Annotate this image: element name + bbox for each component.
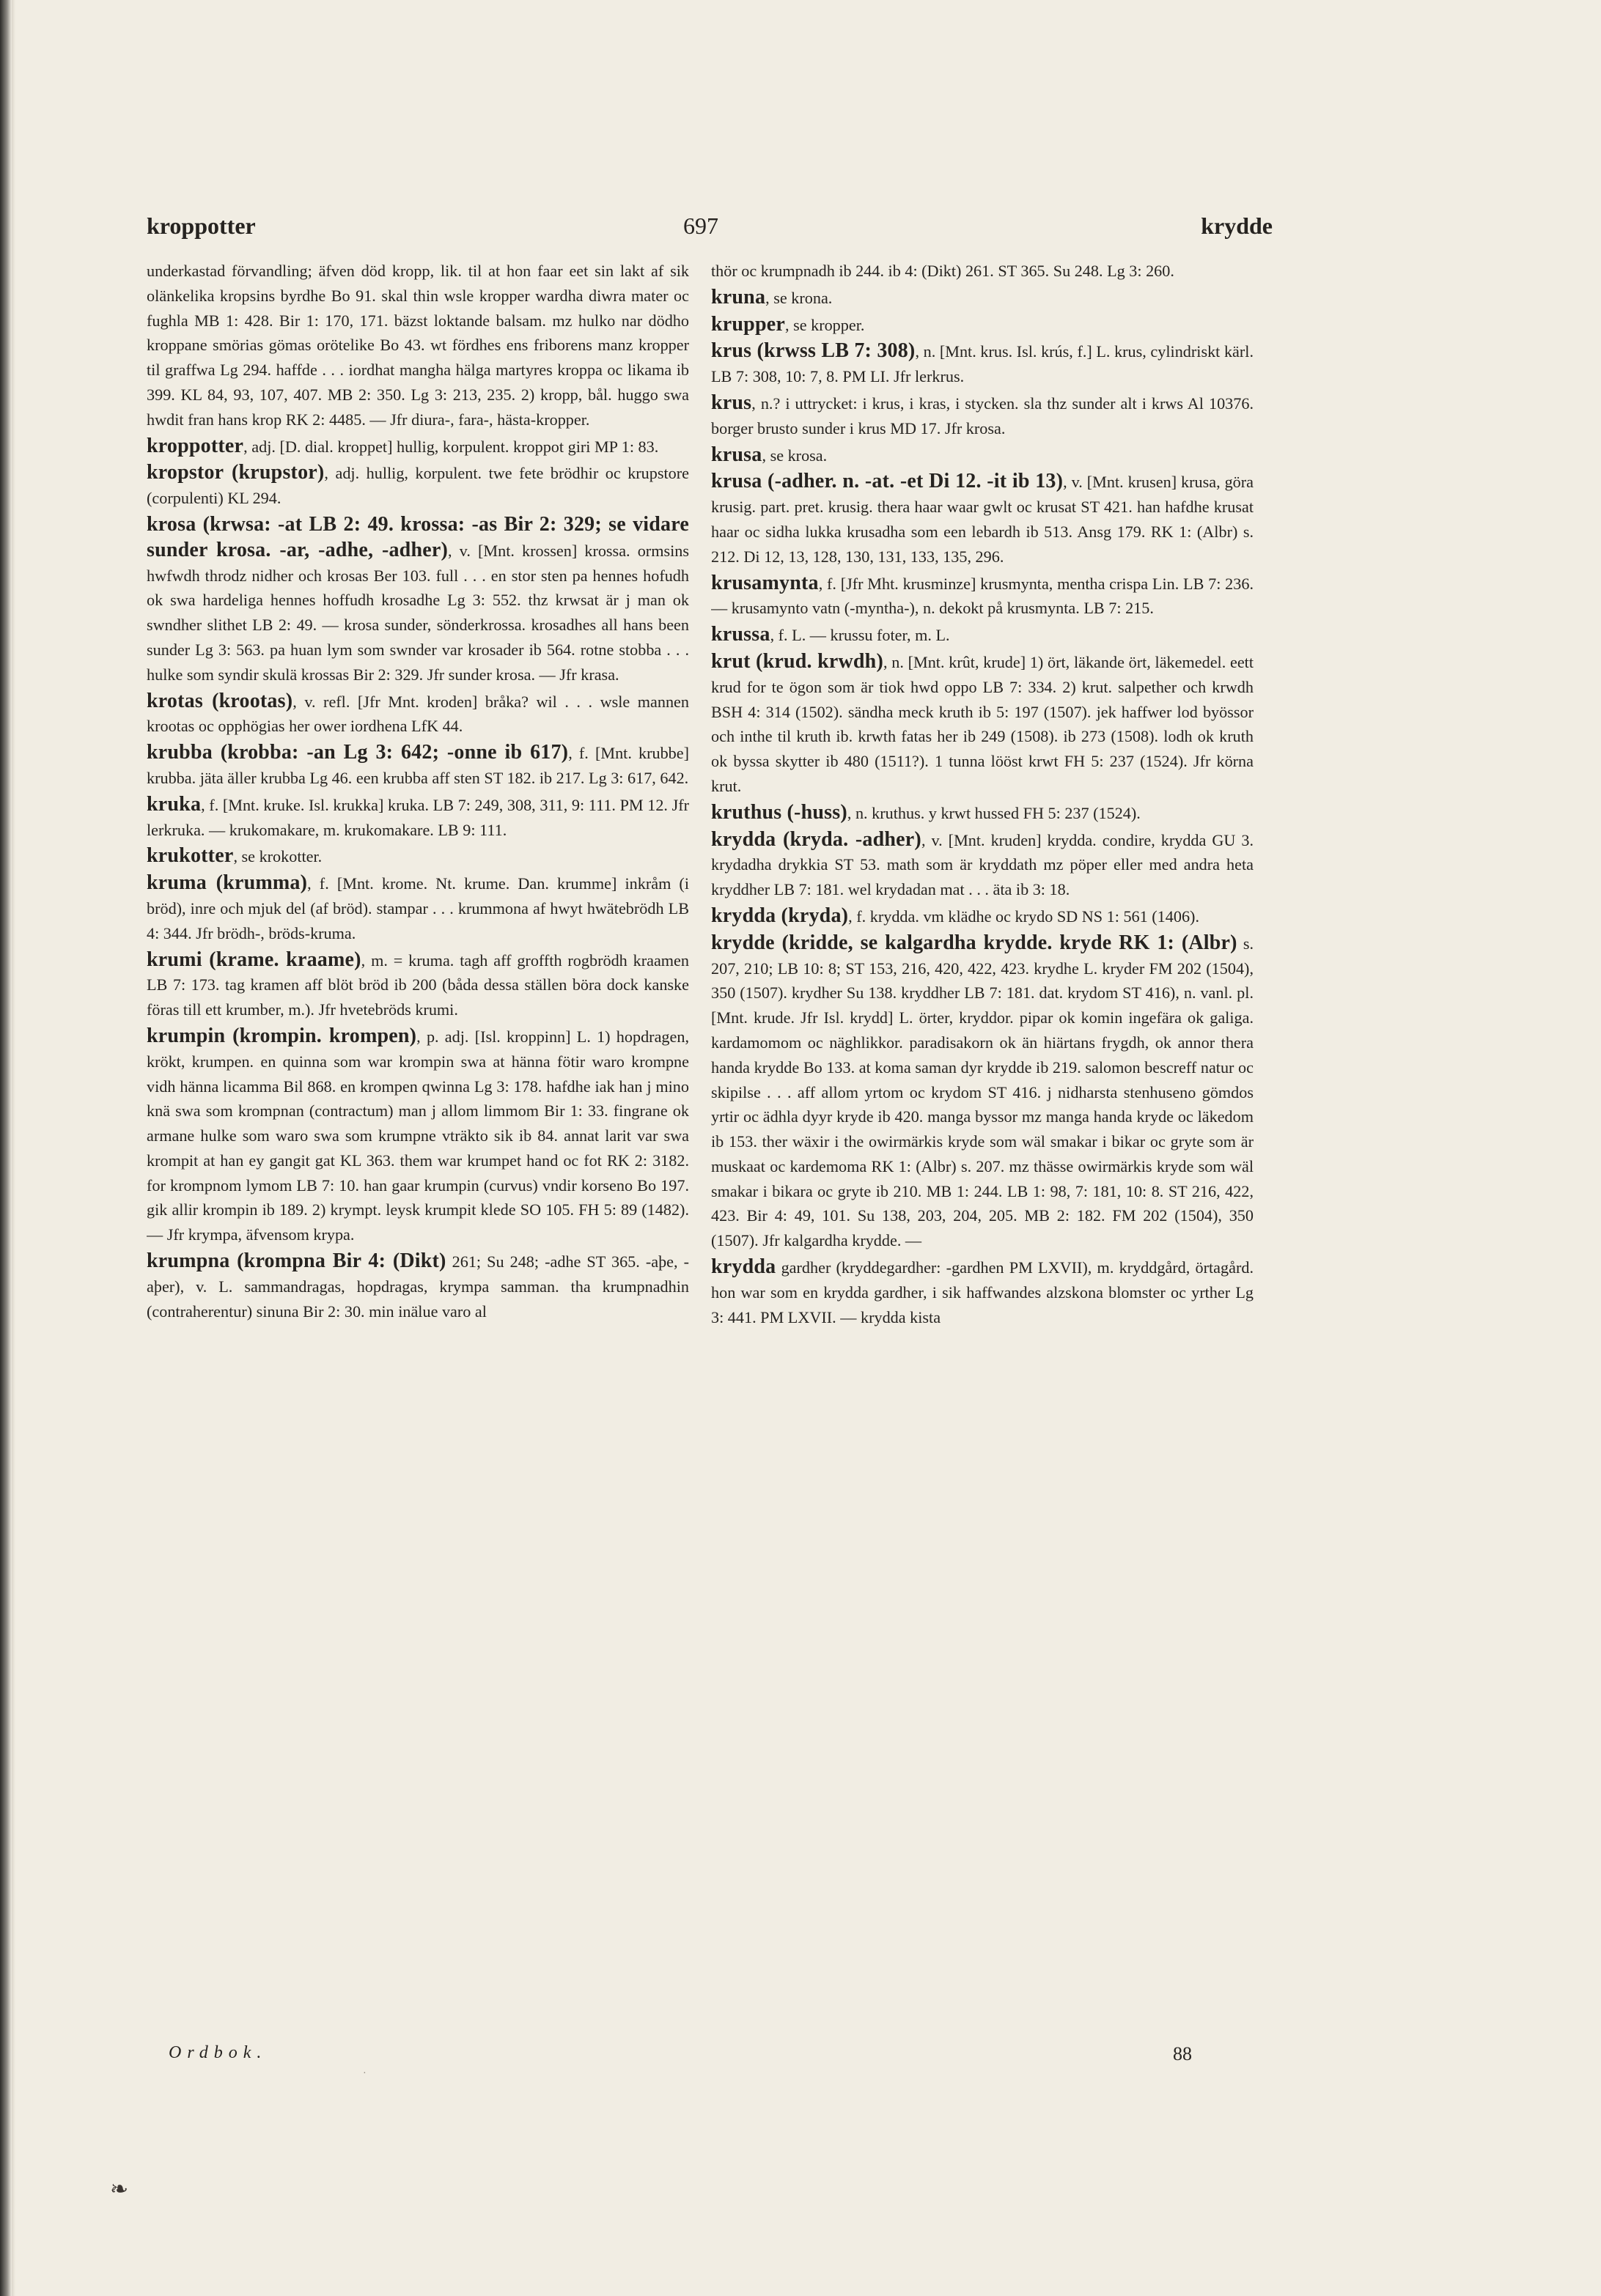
entry-text: krusa, se krosa.: [711, 443, 828, 466]
entry-text: krut (krud. krwdh), n. [Mnt. krût, krude] 1) ört, läkande ört, läkemedel. eett krud for te ögon som är tiok hwd oppo LB 7: 334. 2) krut. salpether och krwdh BSH 4: 314 (1502). sändha meck kruth ib 5: 197 (1507). jek haffwer lod byössor och inthe til kruth ib. krwth fatas her ib 249 (1508). ib 273 (1508). lodh ok kruth ok byssa skytter ib 480 (1511?). 1 tunna lööst krwt FH 5: 237 (1524). Jfr körna krut.: [711, 649, 1254, 795]
headword: krydda: [711, 1255, 776, 1279]
left-column: [147, 259, 689, 2040]
entry-text: krusa (-adher. n. -at. -et Di 12. -it ib 13), v. [Mnt. krusen] krusa, göra krusig. part. pret. krusig. thera haar waar gwlt oc krusat ST 421. han hafdhe krusat haar oc sidha lukka krusadha som een lebardh ib 513. Ansg 179. RK 1: (Albr) s. 212. Di 12, 13, 128, 130, 131, 133, 135, 296.: [711, 470, 1254, 566]
entry-text: krus (krwss LB 7: 308), n. [Mnt. krus. Isl. krús, f.] L. krus, cylindriskt kärl. LB 7: 308, 10: 7, 8. PM LI. Jfr lerkrus.: [711, 339, 1254, 386]
entry-text: krydda gardher (kryddegardher: -gardhen PM LXVII), m. kryddgård, örtagård. hon war som en krydda gardher, i sik haffwandes alzskona blomster oc yrther Lg 3: 441. PM LXVII. — krydda kista: [711, 1255, 1254, 1326]
headword: krusa (-adher. n. -at. -et Di 12. -it ib 13): [711, 470, 1064, 493]
entry-text: thör oc krumpnadh ib 244. ib 4: (Dikt) 261. ST 365. Su 248. Lg 3: 260.: [711, 262, 1174, 280]
headword: krusamynta: [711, 571, 819, 594]
entry-text: underkastad förvandling; äfven död kropp, lik. til at hon faar eet sin lakt af sik olänkelika kropsins byrdhe Bo 91. skal thin wsle kropper wardha diwra mater oc fughla MB 1: 428. Bir 1: 170, 171. bäzst loktande balsam. mz hulko nar dödho kroppane smörias gömas orötelike Bo 43. wt fördhes ens friborens manz kropper til graffwa Lg 294. haffde . . . iordhat mangha hälga martyres kroppa oc likama ib 399. KL 84, 93, 107, 407. MB 2: 350. Lg 3: 213, 235. 2) kropp, bål. huggo swa hwdit fran hans krop RK 2: 4485. — Jfr diura-, fara-, hästa-kropper.: [147, 262, 689, 429]
running-head-right: krydde: [1201, 213, 1273, 239]
ink-speck: ·: [363, 2068, 367, 2079]
headword: krut (krud. krwdh): [711, 649, 883, 673]
headword: kroppotter: [147, 434, 244, 457]
entry-text: krumi (krame. kraame), m. = kruma. tagh aff groffth rogbrödh kraamen LB 7: 173. tag kramen aff blöt bröd ib 200 (båda dessa ställen böra dock kanske föras till ett krumber, m.). Jfr hvetebröds krumi.: [147, 948, 689, 1019]
headword: krydda (kryda): [711, 904, 849, 927]
headword: krus (krwss LB 7: 308): [711, 339, 916, 363]
headword: krubba (krobba: -an Lg 3: 642; -onne ib 617): [147, 741, 569, 764]
signature-mark: Ordbok.: [169, 2043, 268, 2062]
entry-text: krubba (krobba: -an Lg 3: 642; -onne ib 617), f. [Mnt. krubbe] krubba. jäta äller krubba Lg 46. een krubba aff sten ST 182. ib 217. Lg 3: 617, 642.: [147, 741, 689, 787]
entry-text: krumpna (krompna Bir 4: (Dikt) 261; Su 248; -adhe ST 365. -aþe, -aþer), v. L. sammandragas, hopdragas, krympa samman. tha krumpnadhin (contraherentur) sinuna Bir 2: 30. min inälue varo al: [147, 1249, 689, 1321]
entry-text: kruma (krumma), f. [Mnt. krome. Nt. krume. Dan. krumme] inkråm (i bröd), inre och mjuk del (af bröd). stampar . . . krummona af hwyt hwätebrödh LB 4: 344. Jfr brödh-, bröds-kruma.: [147, 871, 689, 942]
headword: krumpin (krompin. krompen): [147, 1024, 417, 1047]
entry-text: kropstor (krupstor), adj. hullig, korpulent. twe fete brödhir oc krupstore (corpulenti) KL 294.: [147, 461, 689, 508]
entry-text: krupper, se kropper.: [711, 312, 865, 336]
headword: krumi (krame. kraame): [147, 948, 361, 971]
headword: kruna: [711, 285, 766, 309]
sheet-number: 88: [1173, 2043, 1192, 2064]
entry-text: krukotter, se krokotter.: [147, 844, 323, 868]
entry-text: kruka, f. [Mnt. kruke. Isl. krukka] kruka. LB 7: 249, 308, 311, 9: 111. PM 12. Jfr lerkruka. — krukomakare, m. krukomakare. LB 9: 111.: [147, 792, 689, 839]
entry-text: kroppotter, adj. [D. dial. kroppet] hullig, korpulent. kroppot giri MP 1: 83.: [147, 434, 659, 457]
headword: krydde (kridde, se kalgardha krydde. kryde RK 1: (Albr): [711, 931, 1237, 954]
entry-text: krydde (kridde, se kalgardha krydde. kryde RK 1: (Albr) s. 207, 210; LB 10: 8; ST 153, 216, 420, 422, 423. krydhe L. kryder FM 202 (1504), 350 (1507). krydher Su 138. kryddher LB 7: 181. dat. krydom ST 416), n. vanl. pl. [Mnt. krude. Jfr Isl. krydd] L. örter, kryddor. pipar ok komin ingefära ok galiga. kardamomom oc näghlikkor. paradisakorn ok än hiärtans frygdh, ok annor thera handa krydde Bo 133. at koma saman dyr krydde ib 219. salomon bescreff natur oc skipilse . . . aff allom yrtom oc krydom ST 416. j nidharsta stenhuseno gömdos yrtir oc ädhla dyyr kryde ib 420. manga byssor mz manga handa kryde oc läkedom ib 153. ther wäxir i the owirmärkis kryde som wäl smakar i bikar oc gryte som är muskaat oc kardemoma RK 1: (Albr) s. 207. mz thässe owirmärkis kryde som wäl smakar i bikara oc gryte ib 210. MB 1: 244. LB 1: 98, 7: 181, 10: 8. ST 216, 422, 423. Bir 4: 49, 101. Su 138, 203, 204, 205. MB 2: 182. FM 202 (1504), 350 (1507). Jfr kalgardha krydde. —: [711, 931, 1254, 1250]
entry-text: krus, n.? i uttrycket: i krus, i kras, i stycken. sla thz sunder alt i krws Al 10376. borger brusto sunder i krus MD 17. Jfr krosa.: [711, 391, 1254, 438]
entry-text: krydda (kryda), f. krydda. vm klädhe oc krydo SD NS 1: 561 (1406).: [711, 904, 1199, 927]
page-header: [147, 213, 1273, 249]
right-column: [711, 259, 1254, 2040]
entry-text: krussa, f. L. — krussu foter, m. L.: [711, 623, 950, 646]
running-head-left: kroppotter: [147, 213, 256, 239]
headword: krumpna (krompna Bir 4: (Dikt): [147, 1249, 446, 1273]
entry-text: krusamynta, f. [Jfr Mht. krusminze] krusmynta, mentha crispa Lin. LB 7: 236. — krusamynto vatn (-myntha-), n. dekokt på krusmynta. LB 7: 215.: [711, 571, 1254, 618]
headword: krosa (krwsa: -at LB 2: 49. krossa: -as Bir 2: 329; se vidare sunder krosa. -ar, -adhe, -adher): [147, 512, 689, 561]
headword: krotas (krootas): [147, 689, 293, 712]
headword: krusa: [711, 443, 762, 466]
headword: kruthus (-huss): [711, 800, 847, 824]
headword: krukotter: [147, 844, 234, 868]
entry-text: krydda (kryda. -adher), v. [Mnt. kruden] krydda. condire, krydda GU 3. krydadha drykkia ST 53. math som är kryddath mz pöper eller med andra heta kryddher LB 7: 181. wel krydadan mat . . . äta ib 3: 18.: [711, 827, 1254, 899]
entry-text: krosa (krwsa: -at LB 2: 49. krossa: -as Bir 2: 329; se vidare sunder krosa. -ar, -adhe, -adher), v. [Mnt. krossen] krossa. ormsins hwfwdh throdz nidher och krosas Ber 103. full . . . en stor sten pa hennes hofudh ok swa hardeliga hennes hoffudh krosadhe Lg 3: 552. thz krwsat är j man ok swndher slithet LB 2: 49. — krosa sunder, sönderkrossa. krosadhes all hans been sunder Lg 3: 563. pa huan lym som swnder var krosader ib 564. rotne stobba . . . hulke som syndir skulä krossas Bir 2: 329. Jfr sunder krosa. — Jfr krasa.: [147, 512, 689, 684]
headword: kropstor (krupstor): [147, 461, 325, 484]
fleuron-icon: ❧: [110, 2177, 129, 2201]
scan-edge: [0, 0, 12, 2296]
headword: krussa: [711, 623, 770, 646]
entry-text: kruthus (-huss), n. kruthus. y krwt hussed FH 5: 237 (1524).: [711, 800, 1141, 824]
entry-text: kruna, se krona.: [711, 285, 833, 309]
entry-text: krotas (krootas), v. refl. [Jfr Mnt. kroden] bråka? wil . . . wsle mannen krootas oc opphögias her ower iordhena LfK 44.: [147, 689, 689, 736]
page-number: 697: [683, 213, 718, 239]
headword: krupper: [711, 312, 785, 336]
entry-text: krumpin (krompin. krompen), p. adj. [Isl. kroppinn] L. 1) hopdragen, krökt, krumpen. en quinna som war krompin swa at hänna fötir waro krompne vidh hänna licamma Bil 868. en krompen qwinna Lg 3: 178. hafdhe iak han j mino knä swa som krompnan (contractum) man j allom limmom Bir 1: 33. fingrane ok armane hulke som waro swa som krumpne vträkto sik ib 84. annat larit var swa krompit at han ey gangit gat KL 363. them war krumpet hand oc fot RK 2: 3182. for krompnom lymom LB 7: 10. han gaar krumpin (curvus) vndir korseno Bo 197. gik allir krompin ib 189. 2) krympt. leysk krumpit klede SO 105. FH 5: 89 (1482). — Jfr krympa, äfvensom krypa.: [147, 1024, 689, 1244]
headword: krydda (kryda. -adher): [711, 827, 921, 851]
headword: krus: [711, 391, 752, 414]
headword: kruka: [147, 792, 202, 816]
headword: kruma (krumma): [147, 871, 308, 895]
